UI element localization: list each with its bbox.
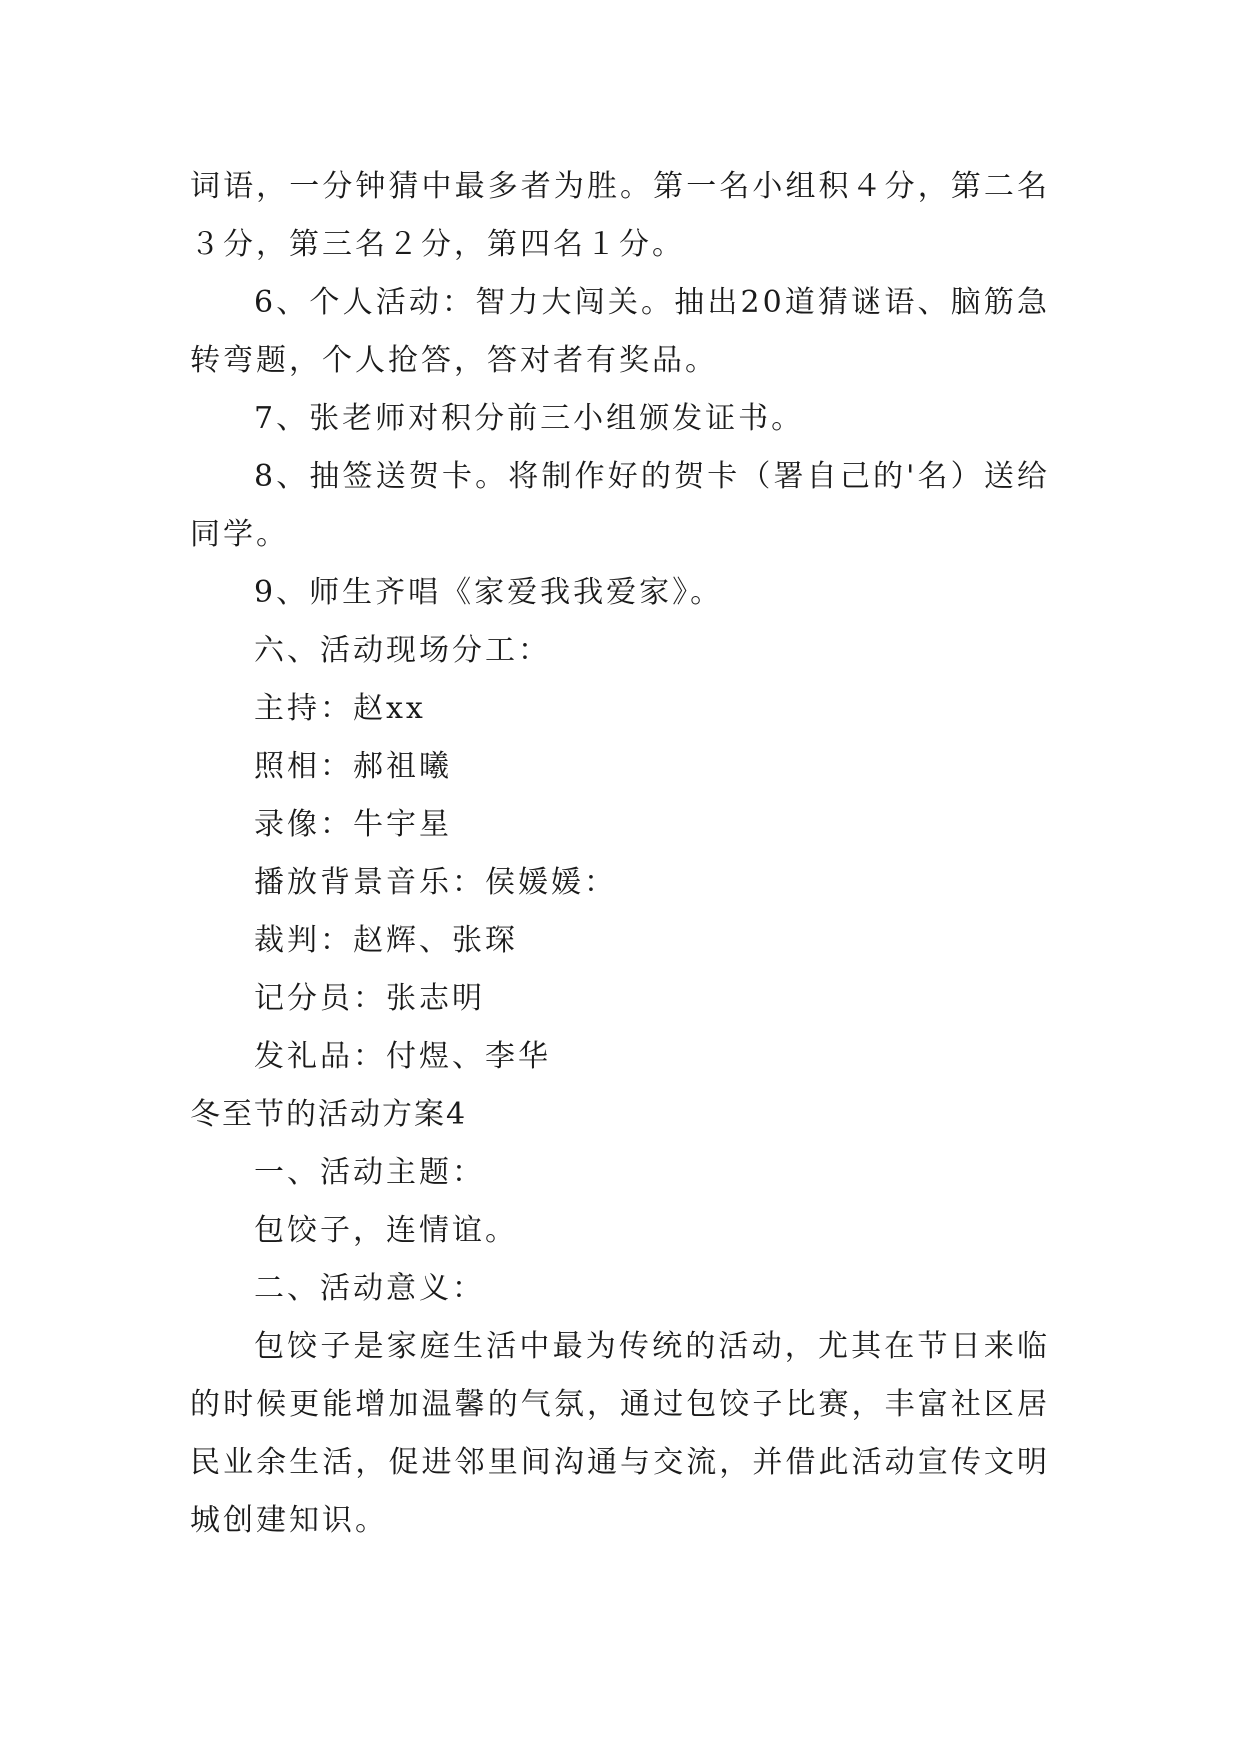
paragraph-video: 录像：牛宇星 xyxy=(254,807,452,842)
paragraph-greeting-cards: 8、抽签送贺卡。将制作好的贺卡（署自己的'名）送给同学。 xyxy=(190,459,1050,552)
paragraph-music: 播放背景音乐：侯媛媛： xyxy=(254,865,617,900)
paragraph-judges: 裁判：赵辉、张琛 xyxy=(254,923,518,958)
paragraph-significance-heading: 二、活动意义： xyxy=(254,1271,485,1306)
paragraph-scoring-rules: 词语，一分钟猜中最多者为胜。第一名小组积４分，第二名３分，第三名２分，第四名１分。 xyxy=(190,169,1050,262)
paragraph-host: 主持：赵xx xyxy=(254,691,426,726)
paragraph-theme-heading: 一、活动主题： xyxy=(254,1155,485,1190)
paragraph-sing-together: 9、师生齐唱《家爱我我爱家》。 xyxy=(254,575,724,610)
paragraph-division-heading: 六、活动现场分工： xyxy=(254,633,551,668)
paragraph-scorekeeper: 记分员：张志明 xyxy=(254,981,485,1016)
section-title: 冬至节的活动方案4 xyxy=(190,1097,468,1132)
paragraph-gifts: 发礼品：付煜、李华 xyxy=(254,1039,551,1074)
paragraph-photographer: 照相：郝祖曦 xyxy=(254,749,452,784)
document-body xyxy=(190,158,1050,1550)
paragraph-individual-activity: 6、个人活动：智力大闯关。抽出20道猜谜语、脑筋急转弯题，个人抢答，答对者有奖品。 xyxy=(190,285,1050,378)
paragraph-theme: 包饺子，连情谊。 xyxy=(254,1213,518,1248)
paragraph-certificates: 7、张老师对积分前三小组颁发证书。 xyxy=(254,401,805,436)
paragraph-significance: 包饺子是家庭生活中最为传统的活动，尤其在节日来临的时候更能增加温馨的气氛，通过包饺子比赛，丰富社区居民业余生活，促进邻里间沟通与交流，并借此活动宣传文明城创建知识。 xyxy=(190,1329,1050,1538)
